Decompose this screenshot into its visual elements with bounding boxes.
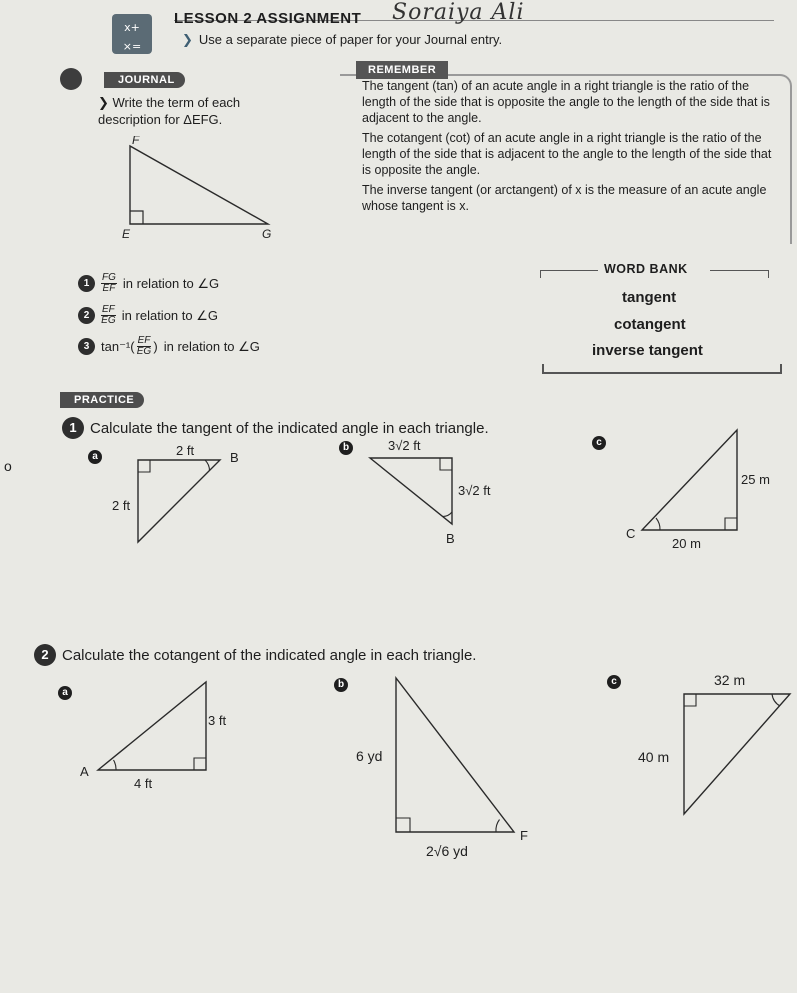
triangle-2b <box>354 676 554 876</box>
cotangent-definition: The cotangent (cot) of an acute angle in a right triangle is the ratio of the length of the side that is adjacent to the angle to the length of the side that is opposite the angle. <box>362 131 772 177</box>
remember-definitions <box>362 78 772 218</box>
chevron-right-icon: ❯ <box>98 95 113 110</box>
vertex-b-label: B <box>230 450 239 465</box>
side-bottom-label: 20 m <box>672 536 701 551</box>
side-left-label: 40 m <box>638 749 670 765</box>
question-1: 1 Calculate the tangent of the indicated angle in each triangle. <box>62 417 489 439</box>
side-right-label: 25 m <box>741 472 770 487</box>
side-top-label: 2 ft <box>176 443 195 458</box>
journal-prompt: ❯ Write the term of each description for ΔEFG. <box>98 95 241 127</box>
fraction: $\frac{EF}{EG}$ <box>101 304 116 326</box>
word-bank-item: cotangent <box>614 316 686 333</box>
part-b-marker: b <box>334 678 348 692</box>
part-c-marker: c <box>607 675 621 689</box>
vertex-f-label: F <box>132 136 140 147</box>
journal-icon <box>60 68 82 90</box>
triangle-1c <box>620 424 790 559</box>
word-bank-border <box>540 270 598 271</box>
triangle-1b <box>350 432 530 552</box>
triangle-efg <box>118 136 288 246</box>
word-bank-border <box>542 372 782 374</box>
word-bank-item: tangent <box>622 289 677 306</box>
chevron-right-icon: ❯ <box>182 32 193 47</box>
part-b-marker: b <box>339 441 353 455</box>
fraction: $\frac{EF}{EG}$ <box>136 335 152 357</box>
word-bank-border <box>542 364 544 374</box>
page-title: LESSON 2 ASSIGNMENT <box>174 10 362 27</box>
journal-label: JOURNAL <box>104 72 185 88</box>
vertex-c-label: C <box>626 526 636 541</box>
side-top-label: 3√2 ft <box>388 438 421 453</box>
remember-label: REMEMBER <box>356 61 448 79</box>
word-bank-item: inverse tangent <box>592 342 703 359</box>
margin-mark: o <box>4 458 12 474</box>
journal-item-1: 1 $\frac{FG}{EF}$ in relation to ∠G <box>78 273 219 294</box>
item-number: 1 <box>78 275 95 292</box>
side-bottom-label: 4 ft <box>134 776 153 791</box>
triangle-2a <box>76 672 236 797</box>
word-bank-title: WORD BANK <box>604 262 688 276</box>
vertex-b-label: B <box>446 531 455 546</box>
fraction: $\frac{FG}{EF}$ <box>102 272 116 294</box>
side-left-label: 6 yd <box>356 748 383 764</box>
question-2: 2 Calculate the cotangent of the indicated angle in each triangle. <box>34 644 476 666</box>
item-number: 2 <box>78 307 95 324</box>
word-bank-border <box>540 270 541 278</box>
vertex-e-label: E <box>122 227 131 241</box>
practice-label: PRACTICE <box>60 392 144 408</box>
vertex-g-label: G <box>262 227 272 241</box>
side-top-label: 32 m <box>714 672 746 688</box>
side-right-label: 3 ft <box>208 713 227 728</box>
vertex-a-label: A <box>80 764 89 779</box>
inverse-tangent-definition: The inverse tangent (or arctangent) of x is the measure of an acute angle whose tangent is x. <box>362 183 767 213</box>
triangle-1a <box>108 438 258 548</box>
journal-item-3: 3 tan⁻¹( $\frac{EF}{EG}$ ) in relation to ∠G <box>78 336 260 357</box>
journal-item-2: 2 $\frac{EF}{EG}$ in relation to ∠G <box>78 305 218 326</box>
part-c-marker: c <box>592 436 606 450</box>
side-right-label: 3√2 ft <box>458 483 491 498</box>
vertex-f-label: F <box>520 828 528 843</box>
part-a-marker: a <box>58 686 72 700</box>
journal-instruction: ❯ Use a separate piece of paper for your Journal entry. <box>182 32 503 47</box>
lesson-icon: x+ ×= <box>112 14 152 54</box>
question-number: 1 <box>62 417 84 439</box>
triangle-2c <box>636 670 796 830</box>
word-bank-border <box>710 270 768 271</box>
handwritten-student-name: Soraiya Ali <box>392 0 525 25</box>
side-left-label: 2 ft <box>112 498 131 513</box>
tangent-definition: The tangent (tan) of an acute angle in a right triangle is the ratio of the length of the side that is opposite the angle to the length of the side that is adjacent to the angle. <box>362 79 770 125</box>
item-number: 3 <box>78 338 95 355</box>
word-bank-border <box>768 270 769 278</box>
part-a-marker: a <box>88 450 102 464</box>
side-bottom-label: 2√6 yd <box>426 843 468 859</box>
question-number: 2 <box>34 644 56 666</box>
word-bank-border <box>780 364 782 374</box>
